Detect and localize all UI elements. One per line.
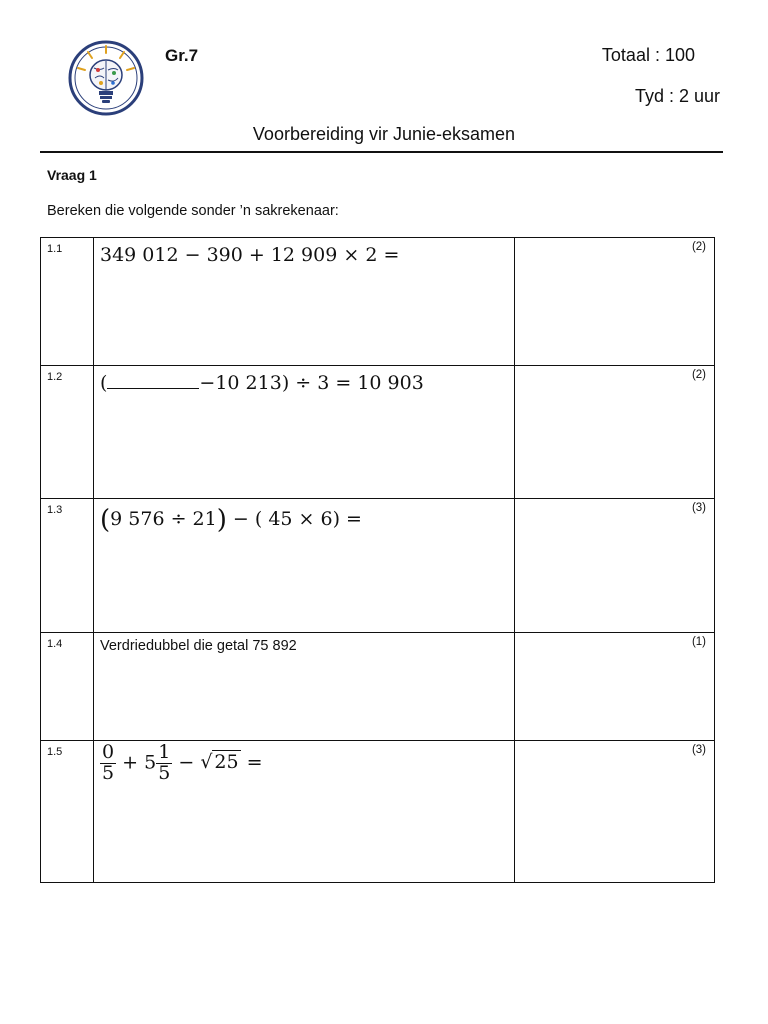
answer-cell[interactable]: [515, 238, 715, 366]
question-expression: [100, 368, 508, 394]
expression-rest: −10 213) ÷ 3 = 10 903: [199, 372, 424, 394]
question-number: 1.5: [41, 741, 94, 883]
table-row: [41, 499, 715, 633]
table-row: [41, 741, 715, 883]
square-root: √ 25: [200, 751, 239, 774]
marks-badge: (3): [691, 744, 706, 756]
question-expression: 349 012 − 390 + 12 909 × 2 =: [100, 244, 400, 266]
marks-badge: (2): [691, 369, 706, 381]
fill-in-blank[interactable]: [107, 372, 199, 389]
right-paren: ): [216, 505, 227, 535]
table-row: [41, 633, 715, 741]
instruction-text: Bereken die volgende sonder ’n sakrekenaar:: [47, 203, 339, 219]
table-row: [41, 366, 715, 499]
question-cell: [94, 499, 515, 633]
fraction: $\frac{0}{5}$: [102, 741, 115, 784]
total-marks: Totaal : 100: [601, 45, 695, 65]
question-cell: [94, 366, 515, 499]
question-number: 1.1: [41, 238, 94, 366]
answer-cell[interactable]: [515, 366, 715, 499]
answer-cell[interactable]: [515, 633, 715, 741]
grade-label: Gr.7: [165, 46, 199, 65]
question-text: Verdriedubbel die getal 75 892: [100, 638, 297, 654]
answer-cell[interactable]: [515, 741, 715, 883]
marks-badge: (2): [691, 241, 706, 253]
minus-sign: −: [178, 751, 195, 774]
school-logo: [68, 40, 144, 116]
expression-rest: − ( 45 × 6) =: [226, 508, 362, 530]
question-number: 1.4: [41, 633, 94, 741]
header-divider: [40, 151, 723, 153]
question-expression: [100, 501, 508, 535]
open-paren: (: [100, 372, 108, 394]
table-row: [41, 238, 715, 366]
exam-duration: Tyd : 2 uur: [634, 86, 720, 106]
question-cell: [94, 741, 515, 883]
question-cell: [94, 238, 515, 366]
exam-title: Voorbereiding vir Junie-eksamen: [252, 124, 516, 144]
question-table: [40, 237, 715, 883]
plus-whole: + 5: [122, 751, 157, 774]
radical-icon: √: [200, 751, 213, 774]
question-number: 1.3: [41, 499, 94, 633]
question-expression: [100, 743, 508, 784]
question-cell: [94, 633, 515, 741]
marks-badge: (1): [691, 636, 706, 648]
expression-inner: 9 576 ÷ 21: [110, 508, 217, 530]
marks-badge: (3): [691, 502, 706, 514]
equals-sign: =: [246, 751, 263, 774]
question-heading: Vraag 1: [47, 167, 97, 183]
answer-cell[interactable]: [515, 499, 715, 633]
fraction: $\frac{1}{5}$: [158, 741, 171, 784]
question-number: 1.2: [41, 366, 94, 499]
left-paren: (: [100, 505, 111, 535]
